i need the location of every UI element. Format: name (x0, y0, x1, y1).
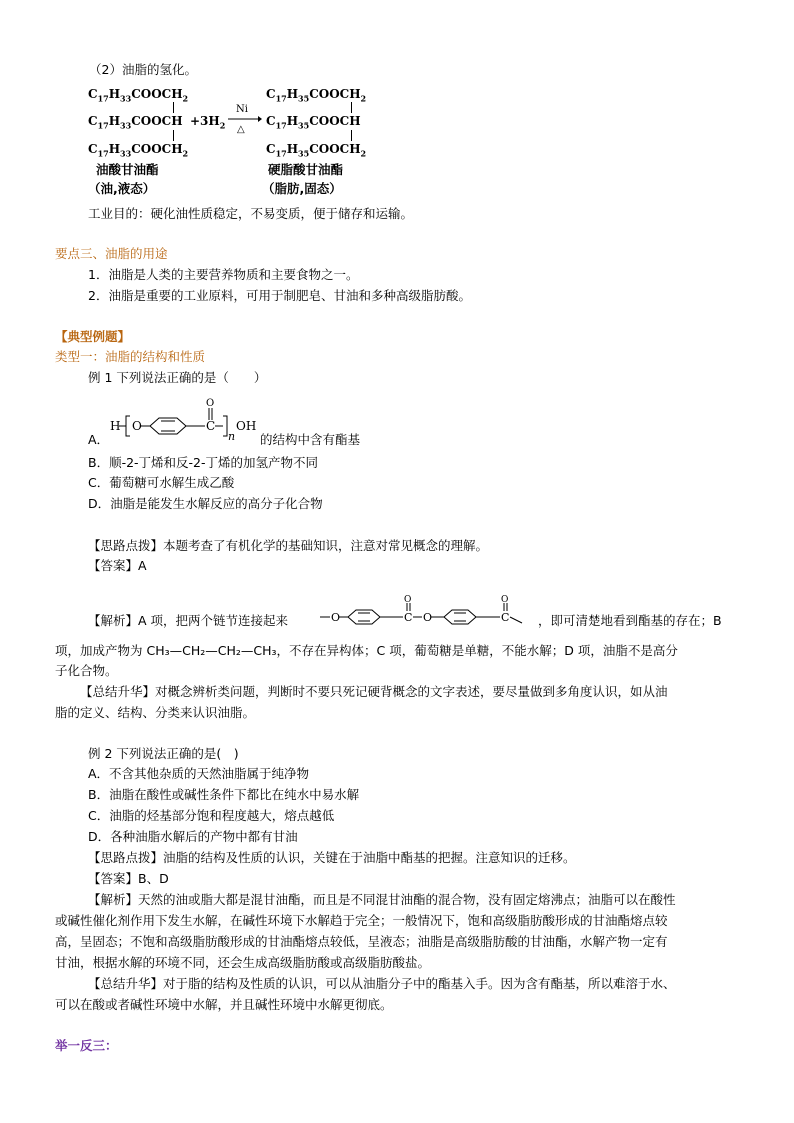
reaction-arrow-icon (228, 114, 262, 124)
example-1-answer: 【答案】A (88, 558, 147, 573)
example-2-answer: 【答案】B、D (88, 871, 169, 886)
example-1-analysis-line-3: 子化合物。 (55, 663, 118, 678)
example-1-summary-line-2: 脂的定义、结构、分类来认识油脂。 (55, 705, 256, 720)
left-name: 油酸甘油酯 (96, 162, 159, 177)
left-formula-line-2: $C_{17}H_{33}COOCH$ (88, 114, 183, 131)
industrial-purpose: 工业目的：硬化油性质稳定，不易变质，便于储存和运输。 (88, 206, 414, 221)
example-1-option-c: C．葡萄糖可水解生成乙酸 (88, 475, 235, 490)
key-point-3-title: 要点三、油脂的用途 (55, 246, 168, 261)
example-2-analysis-line-4: 甘油，根据水解的环境不同，还会生成高级脂肪酸或高级脂肪酸盐。 (55, 955, 431, 970)
example-1-option-a-prefix: A． (88, 432, 110, 447)
type-1-title: 类型一：油脂的结构和性质 (55, 349, 206, 364)
benzene-ring-icon (348, 610, 380, 624)
left-formula-line-3: $C_{17}H_{33}COOCH_2$ (88, 142, 189, 159)
bond-line (351, 130, 352, 141)
struct-carbonyl-o-label: O (206, 398, 215, 409)
benzene-ring-icon (150, 418, 186, 434)
svg-text:O: O (404, 595, 412, 605)
example-1-summary-line-1: 【总结升华】对概念辨析类问题，判断时不要只死记硬背概念的文字表述，要尽量做到多角度认识，如从油 (80, 684, 668, 699)
bond-line (173, 130, 174, 141)
example-2-summary-line-1: 【总结升华】对于脂的结构及性质的认识，可以从油脂分子中的酯基入手。因为含有酯基，所以难溶于水、 (88, 976, 676, 991)
heat-label: △ (237, 124, 245, 135)
example-2-option-c: C．油脂的烃基部分饱和程度越大，熔点越低 (88, 808, 335, 823)
example-2-option-a: A．不含其他杂质的天然油脂属于纯净物 (88, 766, 310, 781)
benzene-ring-icon (444, 610, 476, 624)
example-1-analysis-post: ，即可清楚地看到酯基的存在；B (538, 613, 722, 628)
struct-c-label: C (206, 419, 216, 433)
left-formula-line-1: $C_{17}H_{33}COOCH_2$ (88, 87, 189, 104)
struct-oh-label: OH (236, 419, 257, 433)
key-point-3-item-2: 2．油脂是重要的工业原料，可用于制肥皂、甘油和多种高级脂肪酸。 (88, 288, 471, 303)
polyester-structure-diagram (108, 396, 264, 446)
key-point-3-item-1: 1．油脂是人类的主要营养物质和主要食物之一。 (88, 267, 359, 282)
example-2-hint: 【思路点拨】油脂的结构及性质的认识，关键在于油脂中酯基的把握。注意知识的迁移。 (88, 850, 576, 865)
svg-text:O: O (331, 611, 341, 624)
catalyst-label: Ni (236, 104, 248, 115)
typical-examples-header: 【典型例题】 (55, 329, 131, 344)
struct-h-label: H (110, 419, 121, 433)
left-state: （油,液态） (88, 181, 156, 196)
bond-line (173, 102, 174, 113)
section-title-hydrogenation: （2）油脂的氢化。 (89, 62, 197, 77)
bond-line (351, 102, 352, 113)
right-formula-line-1: $C_{17}H_{35}COOCH_2$ (266, 87, 367, 104)
example-1-analysis-line-2: 项，加成产物为 CH₃—CH₂—CH₂—CH₃，不存在异构体；C 项，葡萄糖是单糖，不能水解；D 项，油脂不是高分 (55, 643, 678, 658)
example-2-option-d: D．各种油脂水解后的产物中都有甘油 (88, 829, 298, 844)
example-1-analysis-pre: 【解析】A 项，把两个链节连接起来 (88, 613, 289, 628)
example-1-hint: 【思路点拨】本题考查了有机化学的基础知识，注意对常见概念的理解。 (88, 538, 489, 553)
example-1-question: 例 1 下列说法正确的是（ ） (88, 370, 267, 385)
linked-ester-structure-diagram (318, 595, 540, 629)
example-1-option-a-suffix: 的结构中含有酯基 (260, 432, 361, 447)
example-2-analysis-line-2: 或碱性催化剂作用下发生水解，在碱性环境下水解趋于完全；一般情况下，饱和高级脂肪酸形成的甘油酯熔点较 (55, 913, 668, 928)
right-state: （脂肪,固态） (262, 181, 342, 196)
svg-text:O: O (423, 611, 433, 624)
struct-n-label: n (228, 430, 236, 443)
struct-o-label: O (132, 419, 142, 433)
example-2-analysis-line-3: 高，呈固态；不饱和高级脂肪酸形成的甘油酯熔点较低，呈液态；油脂是高级脂肪酸的甘油酯，水解产物一定有 (55, 934, 668, 949)
right-formula-line-2: $C_{17}H_{35}COOCH$ (266, 114, 361, 131)
example-1-option-d: D．油脂是能发生水解反应的高分子化合物 (88, 496, 323, 511)
example-2-option-b: B．油脂在酸性或碱性条件下都比在纯水中易水解 (88, 787, 360, 802)
example-2-question: 例 2 下列说法正确的是( ) (88, 746, 239, 761)
extend-practice-title: 举一反三： (55, 1038, 118, 1053)
example-2-analysis-line-1: 【解析】天然的油或脂大都是混甘油酯，而且是不同混甘油酯的混合物，没有固定熔沸点；油脂可以在酸性 (88, 892, 676, 907)
svg-text:O: O (501, 595, 509, 605)
example-1-option-b: B．顺-2-丁烯和反-2-丁烯的加氢产物不同 (88, 455, 319, 470)
svg-text:C: C (404, 611, 413, 624)
svg-text:C: C (501, 611, 510, 624)
right-name: 硬脂酸甘油酯 (268, 162, 344, 177)
right-formula-line-3: $C_{17}H_{35}COOCH_2$ (266, 142, 367, 159)
hydrogen-reactant: $+3H_2$ (190, 114, 226, 131)
example-2-summary-line-2: 可以在酸或者碱性环境中水解，并且碱性环境中水解更彻底。 (55, 997, 393, 1012)
